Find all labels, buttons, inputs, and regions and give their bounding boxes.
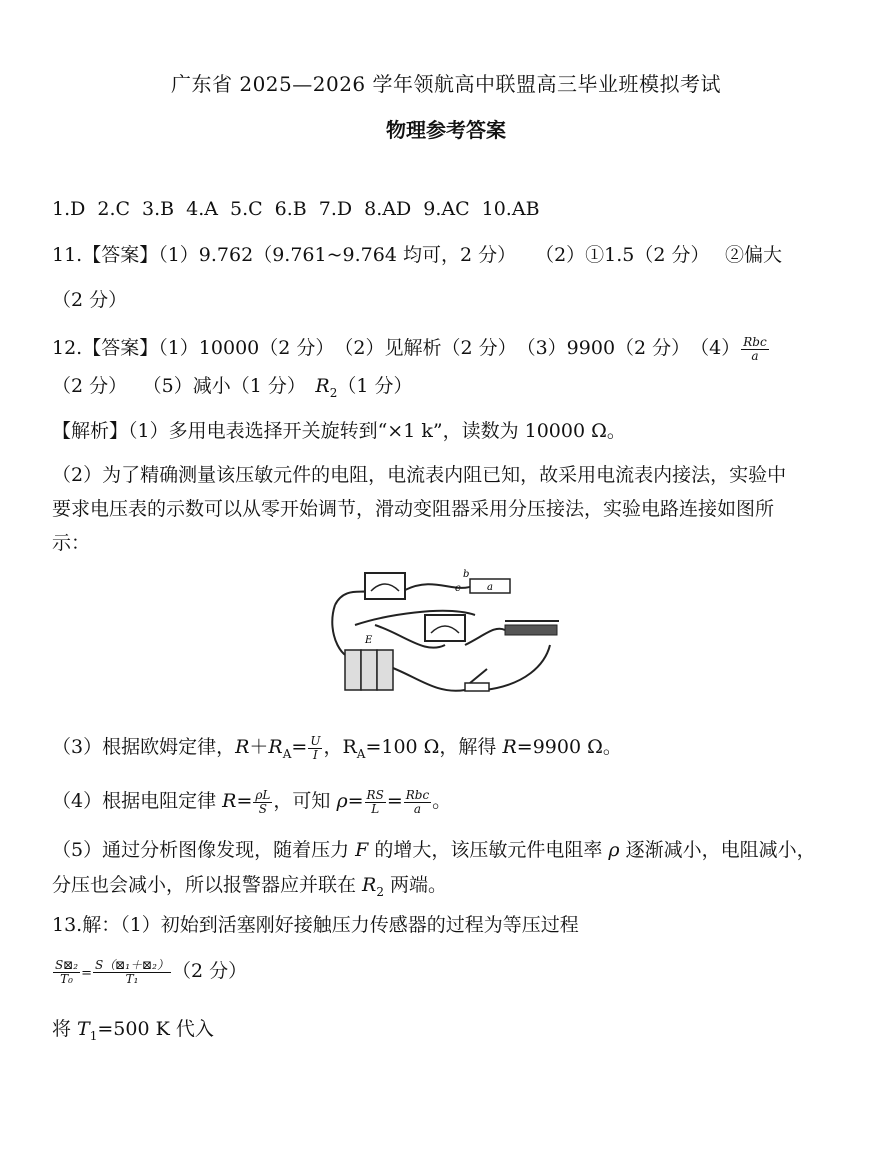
mc-answer-item: 1.D [52, 198, 86, 220]
label-a: a [487, 582, 493, 593]
voltmeter-icon [425, 615, 465, 641]
page-subtitle: 物理参考答案 [386, 118, 506, 142]
label-c: c [455, 583, 461, 594]
q12-analysis-2-l2: 要求电压表的示数可以从零开始调节，滑动变阻器采用分压接法，实验电路连接如图所 [52, 498, 775, 520]
q12-analysis-5-l1: （5）通过分析图像发现，随着压力 F 的增大，该压敏元件电阻率 ρ 逐渐减小，电阻减小， [52, 839, 816, 861]
mc-answer-item: 2.C [97, 198, 131, 220]
q11-line1: 11.【答案】（1）9.762（9.761~9.764 均可，2 分） （2）①1.5（2 分） ②偏大 [52, 244, 783, 266]
mc-answer-item: 7.D [318, 198, 353, 220]
q12-analysis-4: （4）根据电阻定律 R= $\frac{\rho L}{S}$ ，可知 ρ= $\frac{RS}{L}$ = $\frac{\text{Rbc}}{a}$ 。 [52, 787, 452, 816]
q13-line3: 将 $T_1=500$ K 代入 [52, 1018, 214, 1043]
frac-s-l2-over-t0: $\frac{\text{S⊠₂}}{\text{T₀}}$ [55, 957, 79, 986]
mc-answer-item: 10.AB [481, 198, 540, 220]
circuit-diagram [325, 565, 565, 705]
mc-answer-item: 3.B [142, 198, 175, 220]
q13-line1: 13.解：（1）初始到活塞刚好接触压力传感器的过程为等压过程 [52, 914, 579, 936]
mc-answer-item: 6.B [274, 198, 307, 220]
frac-s-l1-l2-over-t1: $\frac{\text{S（⊠₁＋⊠₂）}}{\text{T₁}}$ [95, 957, 169, 986]
q12-answer-line2: （2 分） （5）减小（1 分） $R_2(1$ 分） [52, 375, 413, 400]
q12-answer-line1 [52, 333, 770, 363]
frac-u-over-i: $\frac{U}{I}$ [310, 733, 321, 762]
mc-answer-item: 5.C [230, 198, 263, 220]
q12-analysis-2-l3: 示： [52, 532, 91, 554]
battery-icon [345, 650, 393, 690]
frac-rho-l-over-s: $\frac{\rho L}{S}$ [255, 787, 271, 816]
label-e: E [365, 635, 373, 646]
switch-icon [465, 669, 489, 691]
frac-rbc-over-a: $\frac{\text{Rbc}}{a}$ [405, 787, 430, 816]
q12-analysis-3: （3）根据欧姆定律，$R+R_A=$ $\frac{U}{I}$ ，$R_A=100$ Ω，解得 R=9900 Ω。 [52, 733, 622, 762]
q12-analysis-5-l2: 分压也会减小，所以报警器应并联在 $R_2$ 两端。 [52, 874, 448, 899]
rheostat-icon [505, 625, 557, 635]
mc-answer-item: 4.A [186, 198, 218, 220]
mc-answer-item: 8.AD [364, 198, 412, 220]
mc-answers [52, 198, 552, 220]
q12-frac-rbc-a: $\frac{\text{Rbc}}{a}$ [743, 334, 767, 363]
q12-answer-text: 12.【答案】（1）10000（2 分） （2）见解析（2 分） （3）9900（2 分） （4） [52, 337, 741, 359]
q12-analysis-2-l1: （2）为了精确测量该压敏元件的电阻，电流表内阻已知，故采用电流表内接法，实验中 [52, 464, 787, 486]
frac-rs-over-l: $\frac{RS}{L}$ [366, 787, 384, 816]
q11-line2: （2 分） [52, 289, 128, 311]
page-title: 广东省 2025—2026 学年领航高中联盟高三毕业班模拟考试 [170, 72, 721, 96]
label-b: b [463, 569, 470, 580]
mc-answer-item: 9.AC [423, 198, 470, 220]
ammeter-icon [365, 573, 405, 599]
q12-analysis-1: 【解析】（1）多用电表选择开关旋转到“×1 k”，读数为 10000 Ω。 [52, 420, 626, 442]
q13-equation: $\frac{\text{S⊠₂}}{\text{T₀}}$ = $\frac{\text{S（⊠₁＋⊠₂）}}{\text{T₁}}$ （2 分） [55, 957, 248, 986]
